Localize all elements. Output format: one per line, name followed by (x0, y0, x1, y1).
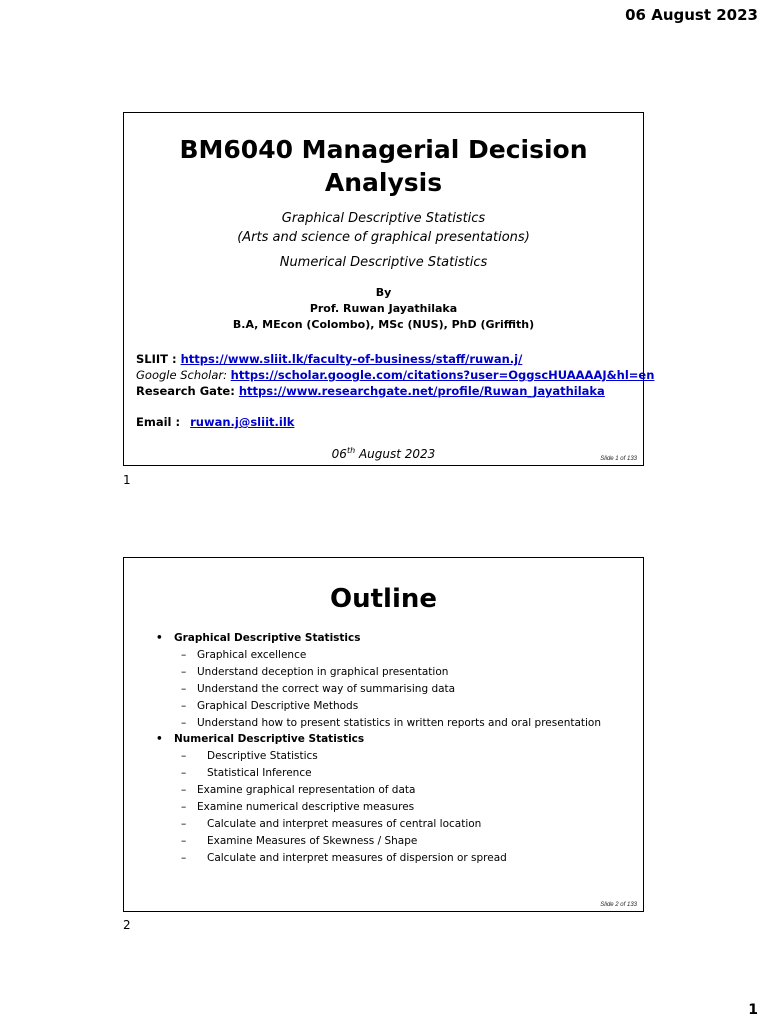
outline-subitem: – Calculate and interpret measures of central location (154, 816, 601, 833)
slide-number: 2 (123, 918, 131, 932)
outline-subitem: – Descriptive Statistics (154, 748, 601, 765)
link-row-google-scholar: Google Scholar: https://scholar.google.com/citations?user=OggscHUAAAAJ&hl=en (136, 368, 655, 382)
outline-subitem: – Understand how to present statistics in written reports and oral presentation (154, 715, 601, 732)
outline-subitem: – Examine numerical descriptive measures (154, 799, 601, 816)
outline-subitem: – Graphical excellence (154, 647, 601, 664)
research-gate-link[interactable]: https://www.researchgate.net/profile/Ruwan_Jayathilaka (238, 384, 605, 398)
author-name: Prof. Ruwan Jayathilaka (309, 302, 458, 315)
by-label: By (375, 286, 392, 299)
outline-subitem: – Examine Measures of Skewness / Shape (154, 833, 601, 850)
google-scholar-link[interactable]: https://scholar.google.com/citations?user=OggscHUAAAAJ&hl=en (230, 368, 655, 382)
email-row (136, 415, 294, 429)
slide-2 (123, 557, 644, 912)
profile-links (136, 351, 654, 399)
sliit-link[interactable]: https://www.sliit.lk/faculty-of-business/staff/ruwan.j/ (180, 352, 523, 366)
outline-item: • Numerical Descriptive Statistics (154, 731, 601, 748)
link-row-sliit: SLIIT : https://www.sliit.lk/faculty-of-business/staff/ruwan.j/ (136, 352, 523, 366)
subtitle-graphical: Graphical Descriptive Statistics (281, 211, 486, 226)
slide-1 (123, 112, 655, 466)
subtitle-arts-science: (Arts and science of graphical presentations) (237, 230, 530, 245)
outline-item: • Graphical Descriptive Statistics (154, 630, 601, 647)
author-credentials: B.A, MEcon (Colombo), MSc (NUS), PhD (Griffith) (232, 318, 535, 331)
subtitle-numerical: Numerical Descriptive Statistics (279, 255, 488, 270)
page-header-date: 06 August 2023 (625, 6, 758, 24)
slide-footer: Slide 2 of 133 (600, 902, 637, 908)
outline-subitem: – Examine graphical representation of data (154, 782, 601, 799)
slide-date: 06th August 2023 (331, 446, 436, 461)
slide-number: 1 (123, 473, 131, 487)
slide-footer: Slide 1 of 133 (600, 456, 637, 462)
outline-subitem: – Statistical Inference (154, 765, 601, 782)
outline-subitem: – Understand the correct way of summarising data (154, 681, 601, 698)
slide-title: Outline (329, 584, 437, 614)
outline-subitem: – Understand deception in graphical presentation (154, 664, 601, 681)
email-link[interactable]: ruwan.j@sliit.ilk (190, 415, 295, 429)
outline-subitem: – Calculate and interpret measures of dispersion or spread (154, 850, 601, 867)
link-row-research-gate: Research Gate: https://www.researchgate.net/profile/Ruwan_Jayathilaka (136, 384, 605, 398)
email-label: Email : (136, 415, 181, 429)
outline-list (154, 630, 601, 867)
slide-title: BM6040 Managerial Decision Analysis (179, 135, 588, 197)
outline-subitem: – Graphical Descriptive Methods (154, 698, 601, 715)
page-number: 1 (748, 1002, 758, 1018)
